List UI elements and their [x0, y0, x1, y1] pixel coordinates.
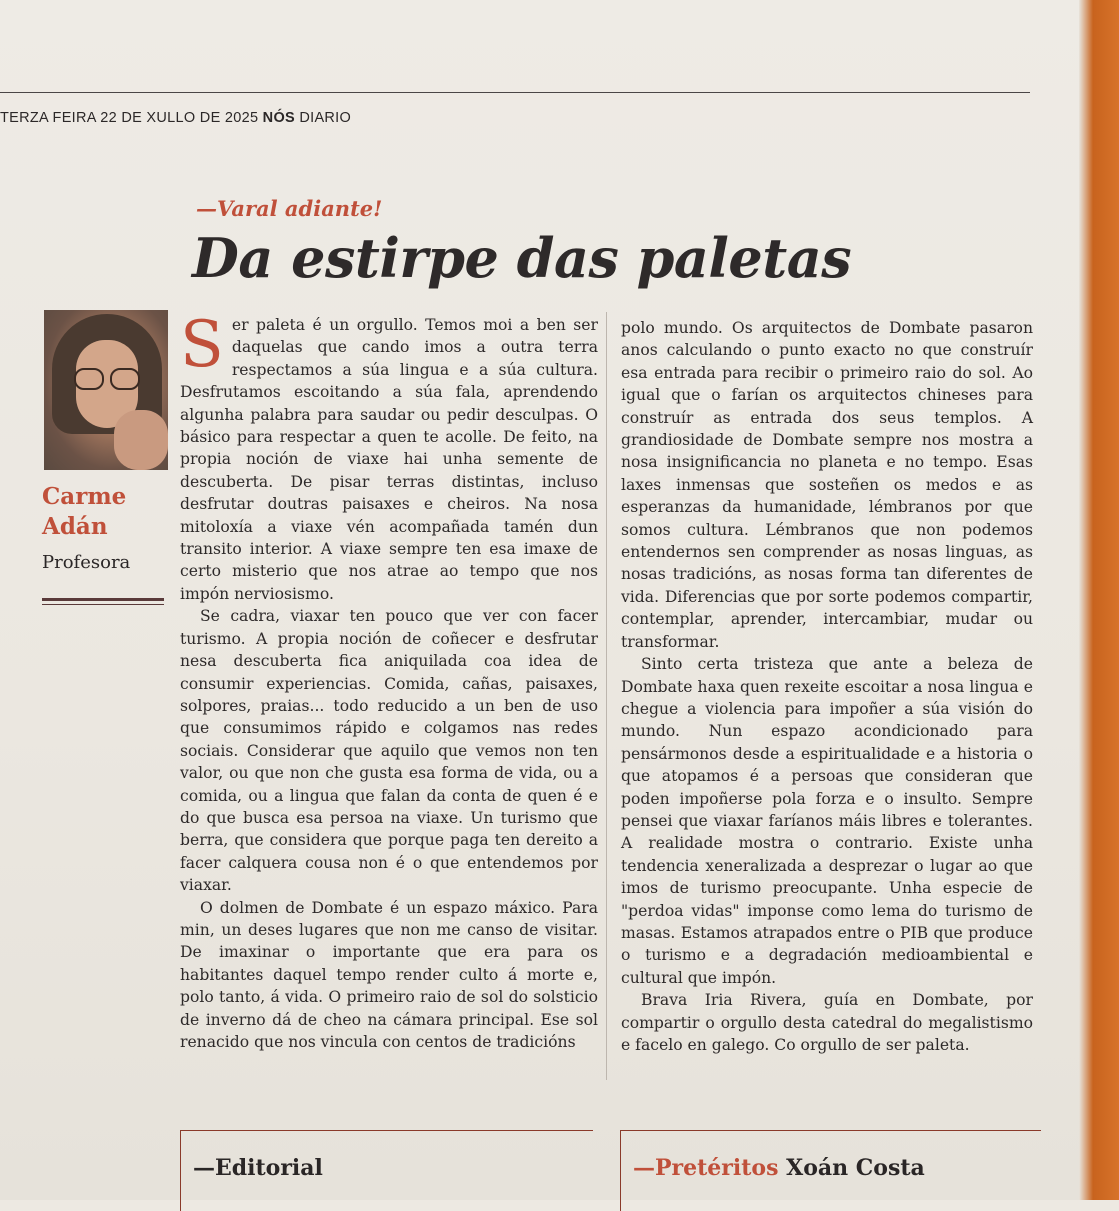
article-headline: Da estirpe das paletas: [192, 226, 852, 290]
adjacent-page-edge: [1079, 0, 1119, 1200]
paragraph-1: Ser paleta é un orgullo. Temos moi a ben ser daquelas que cando imos a outra terra respectamos a súa lingua e a súa cultura. Desfrutamos escoitando a súa fala, aprendendo algunha palabra para saudar ou pedir desculpas. O básico para respectar a quen te acolle. De feito, na propia noción de viaxe hai unha semente de descuberta. De pisar terras distintas, incluso desfrutar doutras paisaxes e cheiros. Na nosa mitoloxía a viaxe vén acompañada tamén dun transito interior. A viaxe sempre ten esa imaxe de certo misterio que nos atrae ao tempo que nos impón nerviosismo.: [180, 308, 598, 603]
drop-cap: S: [180, 308, 224, 382]
paragraph-6: Brava Iria Rivera, guía en Dombate, por compartir o orgullo desta catedral do megalistismo e facelo en galego. Co orgullo de ser paleta.: [621, 991, 1033, 1054]
paragraph-5: Sinto certa tristeza que ante a beleza de Dombate haxa quen rexeite escoitar a nosa lingua e chegue a violencia para impoñer a súa visión do mundo. Nun espazo acondicionado para pensármonos desde a espiritualidade e a historia o que atopamos é a persoas que consideran que poden impoñerse pola forza e o insulto. Sempre pensei que viaxar faríanos máis libres e tolerantes. A realidade mostra o contrario. Existe unha tendencia xeneralizada a desprezar o lugar ao que imos de turismo preocupante. Unha especie de "perdoa vidas" imponse como lema do turismo de masas. Estamos atrapados entre o PIB que produce o turismo e a degradación medioambiental e cultural que impón.: [621, 655, 1033, 987]
author-divider-thin: [42, 604, 164, 605]
article-column-1: [180, 308, 598, 1053]
header-rule: [0, 92, 1030, 93]
editorial-box: [180, 1130, 593, 1211]
author-name: Carme Adán: [42, 483, 127, 540]
paper-name-bold: NÓS: [262, 110, 295, 126]
author-divider: [42, 598, 164, 601]
glasses-icon: [74, 368, 140, 388]
paragraph-2: Se cadra, viaxar ten pouco que ver con facer turismo. A propia noción de coñecer e desfrutar nesa descuberta fica aniquilada coa idea de consumir experiencias. Comida, cañas, paisaxes, solpores, praias... todo reducido a un ben de uso que consumimos rápido e colgamos nas redes sociais. Considerar que aquilo que vemos non ten valor, ou que non che gusta esa forma de vida, ou a comida, ou a lingua que falan da conta de quen é e do que busca esa persoa na viaxe. Un turismo que berra, que considera que porque paga ten dereito a facer calquera cousa non é o que entendemos por viaxar.: [180, 607, 598, 895]
author-photo: [44, 310, 168, 470]
dateline: [0, 110, 351, 126]
issue-date: TERZA FEIRA 22 DE XULLO DE 2025: [0, 110, 259, 126]
article-column-2: [621, 317, 1033, 1056]
paragraph-3: O dolmen de Dombate é un espazo máxico. Para min, un deses lugares que non me canso de visitar. De imaxinar o importante que era para os habitantes daquel tempo render culto á morte e, polo tanto, á vida. O primeiro raio de sol do solsticio de inverno dá de cheo na cámara principal. Ese sol renacido que nos vincula con centos de tradicións: [180, 898, 598, 1051]
preteritos-box: [620, 1130, 1041, 1211]
author-role: Profesora: [42, 552, 131, 573]
paper-name-rest: DIARIO: [299, 110, 352, 126]
editorial-title: —Editorial: [193, 1155, 323, 1181]
section-kicker: —Varal adiante!: [196, 196, 383, 221]
preteritos-title: —Pretéritos Xoán Costa: [633, 1155, 925, 1181]
column-divider: [606, 312, 607, 1080]
paragraph-4: polo mundo. Os arquitectos de Dombate pasaron anos calculando o punto exacto no que construír esa entrada para recibir o primeiro raio do sol. Ao igual que o farían os arquitectos chineses para construír as entrada dos seus templos. A grandiosidade de Dombate sempre nos mostra a nosa insignificancia no planeta e no tempo. Esas laxes inmensas que sosteñen os medos e as esperanzas da humanidade, lémbranos por que somos cultura. Lémbranos que non podemos entendernos sen comprender as nosas linguas, as nosas tradicións, as nosas forma tan diferentes de vida. Diferencias que por sorte podemos compartir, contemplar, aprender, intercambiar, mudar ou transformar.: [621, 319, 1033, 651]
